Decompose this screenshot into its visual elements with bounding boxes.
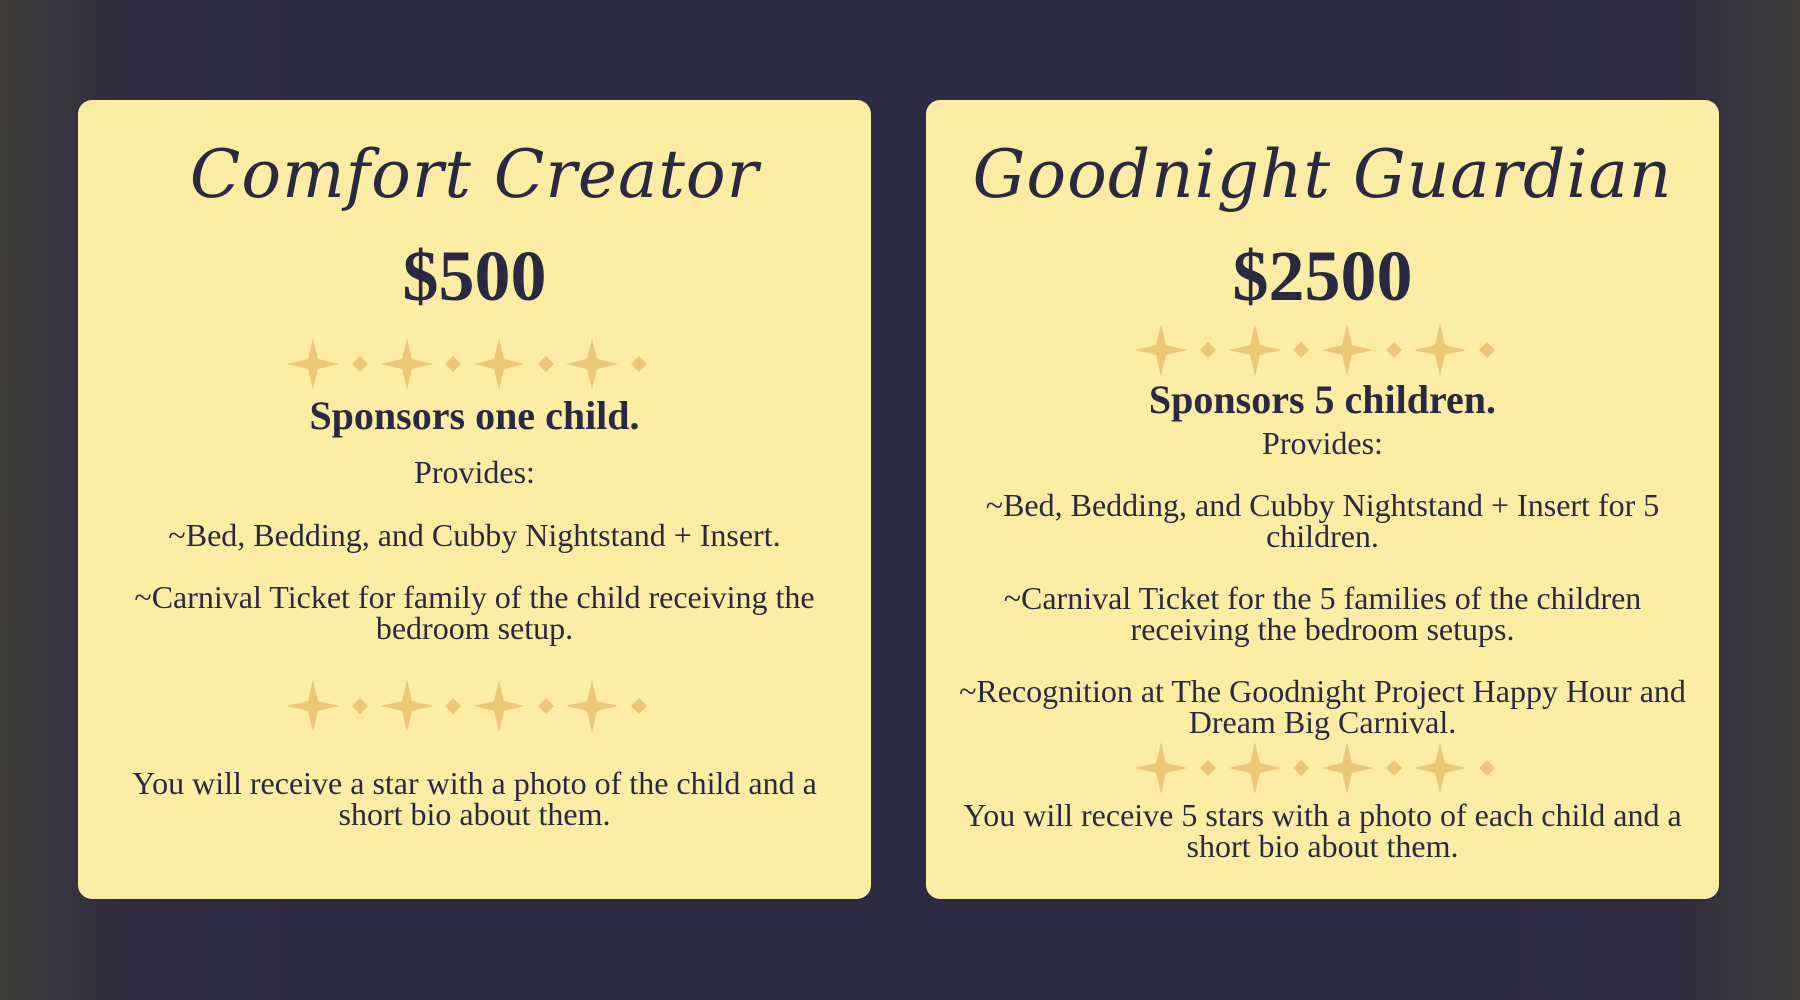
tier-name: Comfort Creator	[189, 136, 760, 213]
benefit-item: ~Bed, Bedding, and Cubby Nightstand + Insert.	[168, 517, 781, 553]
sponsorship-headline: Sponsors one child.	[309, 393, 640, 438]
sparkle-icon-row	[285, 336, 665, 392]
sparkle-divider	[926, 740, 1719, 796]
provides-label: Provides:	[1262, 425, 1383, 461]
benefit-item: ~Bed, Bedding, and Cubby Nightstand + Insert for 5 children.	[985, 487, 1660, 554]
sparkle-icon-row	[1133, 322, 1513, 378]
sparkle-divider	[78, 678, 871, 734]
star-note: You will receive a star with a photo of the child and a short bio about them.	[132, 765, 817, 832]
star-note: You will receive 5 stars with a photo of each child and a short bio about them.	[963, 797, 1682, 864]
sparkle-divider	[926, 322, 1719, 378]
sponsorship-card-goodnight-guardian	[926, 100, 1719, 899]
benefit-item: ~Carnival Ticket for family of the child receiving the bedroom setup.	[134, 579, 815, 646]
sparkle-icon-row	[285, 678, 665, 734]
sponsorship-headline: Sponsors 5 children.	[1148, 377, 1497, 422]
tier-price: $2500	[1232, 236, 1413, 316]
sparkle-divider	[78, 336, 871, 392]
tier-name: Goodnight Guardian	[972, 136, 1673, 213]
provides-label: Provides:	[414, 454, 535, 490]
benefit-item: ~Carnival Ticket for the 5 families of the children receiving the bedroom setups.	[1003, 580, 1642, 647]
sparkle-icon-row	[1133, 740, 1513, 796]
tier-price: $500	[402, 236, 547, 316]
benefit-item: ~Recognition at The Goodnight Project Happy Hour and Dream Big Carnival.	[959, 673, 1686, 740]
sponsorship-card-comfort-creator	[78, 100, 871, 899]
